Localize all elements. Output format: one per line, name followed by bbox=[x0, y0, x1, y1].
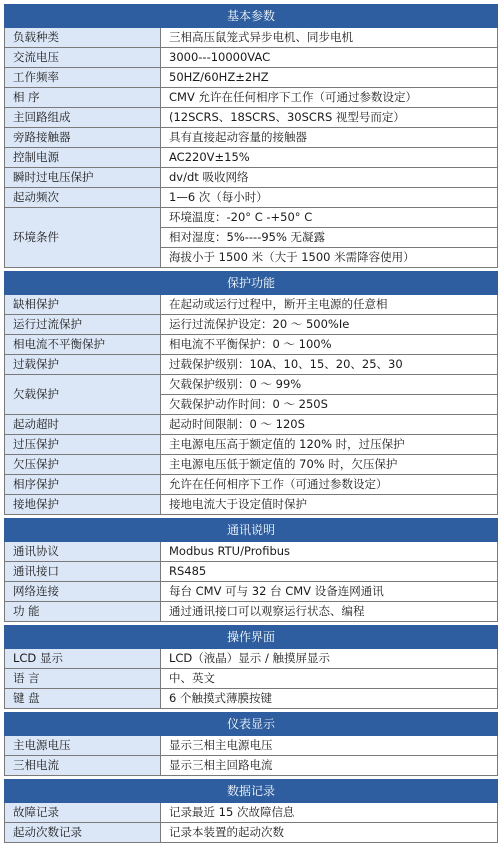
section-header-operation bbox=[5, 626, 498, 649]
spec-label: 负载种类 bbox=[5, 28, 161, 48]
spec-value: 海拔小于 1500 米（大于 1500 米需降容使用） bbox=[161, 248, 498, 268]
spec-label: 键 盘 bbox=[5, 689, 161, 709]
spec-row bbox=[5, 649, 498, 669]
spec-value: 3000---10000VAC bbox=[161, 48, 498, 68]
section-header-basic-params bbox=[5, 5, 498, 28]
spec-value: 过载保护级别：10A、10、15、20、25、30 bbox=[161, 355, 498, 375]
spec-value: 记录最近 15 次故障信息 bbox=[161, 803, 498, 823]
spec-row bbox=[5, 375, 498, 395]
spec-value: 相对湿度：5%----95% 无凝露 bbox=[161, 228, 498, 248]
spec-label: 过压保护 bbox=[5, 435, 161, 455]
spec-label: 功 能 bbox=[5, 602, 161, 622]
spec-value: Modbus RTU/Profibus bbox=[161, 542, 498, 562]
spec-label: 缺相保护 bbox=[5, 295, 161, 315]
spec-label: 运行过流保护 bbox=[5, 315, 161, 335]
spec-value: 允许在任何相序下工作（可通过参数设定） bbox=[161, 475, 498, 495]
section-title: 保护功能 bbox=[227, 275, 276, 290]
spec-label: 起动超时 bbox=[5, 415, 161, 435]
spec-label: 接地保护 bbox=[5, 495, 161, 515]
spec-value: 记录本装置的起动次数 bbox=[161, 823, 498, 843]
spec-label: 旁路接触器 bbox=[5, 128, 161, 148]
section-title: 操作界面 bbox=[227, 629, 276, 644]
spec-label: 过载保护 bbox=[5, 355, 161, 375]
spec-row bbox=[5, 355, 498, 375]
spec-value: 三相高压鼠笼式异步电机、同步电机 bbox=[161, 28, 498, 48]
spec-value: 50HZ/60HZ±2HZ bbox=[161, 68, 498, 88]
spec-row bbox=[5, 455, 498, 475]
spec-row bbox=[5, 475, 498, 495]
spec-value: (12SCRS、18SCRS、30SCRS 视型号而定） bbox=[161, 108, 498, 128]
spec-label: 通讯协议 bbox=[5, 542, 161, 562]
section-header-instrument bbox=[5, 713, 498, 736]
spec-row bbox=[5, 562, 498, 582]
spec-row bbox=[5, 128, 498, 148]
spec-label: 工作频率 bbox=[5, 68, 161, 88]
section-title: 仪表显示 bbox=[227, 716, 276, 731]
spec-row bbox=[5, 335, 498, 355]
spec-row bbox=[5, 803, 498, 823]
section-title: 通讯说明 bbox=[227, 522, 276, 537]
spec-label: 故障记录 bbox=[5, 803, 161, 823]
spec-label: 相 序 bbox=[5, 88, 161, 108]
spec-row bbox=[5, 68, 498, 88]
section-header-protection bbox=[5, 272, 498, 295]
spec-row bbox=[5, 415, 498, 435]
spec-label: 相序保护 bbox=[5, 475, 161, 495]
spec-value: 通过通讯接口可以观察运行状态、编程 bbox=[161, 602, 498, 622]
spec-row bbox=[5, 823, 498, 843]
spec-label: LCD 显示 bbox=[5, 649, 161, 669]
spec-label: 相电流不平衡保护 bbox=[5, 335, 161, 355]
spec-label: 交流电压 bbox=[5, 48, 161, 68]
spec-value: RS485 bbox=[161, 562, 498, 582]
spec-row bbox=[5, 48, 498, 68]
spec-value: 起动时间限制：0 ～ 120S bbox=[161, 415, 498, 435]
spec-value: 环境温度：-20° C -+50° C bbox=[161, 208, 498, 228]
spec-label: 主回路组成 bbox=[5, 108, 161, 128]
spec-value: 中、英文 bbox=[161, 669, 498, 689]
spec-label: 三相电流 bbox=[5, 756, 161, 776]
spec-value: 主电源电压高于额定值的 120% 时，过压保护 bbox=[161, 435, 498, 455]
spec-value: AC220V±15% bbox=[161, 148, 498, 168]
spec-row bbox=[5, 88, 498, 108]
spec-label: 通讯接口 bbox=[5, 562, 161, 582]
spec-value: 显示三相主电源电压 bbox=[161, 736, 498, 756]
section-title: 基本参数 bbox=[227, 8, 276, 23]
spec-row bbox=[5, 582, 498, 602]
section-header-data-record bbox=[5, 780, 498, 803]
spec-value: 欠载保护级别：0 ～ 99% bbox=[161, 375, 498, 395]
spec-value: 在起动或运行过程中，断开主电源的任意相 bbox=[161, 295, 498, 315]
spec-value: 具有直接起动容量的接触器 bbox=[161, 128, 498, 148]
spec-row bbox=[5, 669, 498, 689]
spec-label: 起动次数记录 bbox=[5, 823, 161, 843]
spec-value: dv/dt 吸收网络 bbox=[161, 168, 498, 188]
spec-label: 起动频次 bbox=[5, 188, 161, 208]
spec-label: 瞬时过电压保护 bbox=[5, 168, 161, 188]
spec-row bbox=[5, 315, 498, 335]
spec-table bbox=[4, 4, 498, 843]
spec-row bbox=[5, 542, 498, 562]
spec-label: 主电源电压 bbox=[5, 736, 161, 756]
spec-row bbox=[5, 208, 498, 228]
spec-sheet bbox=[4, 4, 497, 843]
spec-value: 每台 CMV 可与 32 台 CMV 设备连网通讯 bbox=[161, 582, 498, 602]
spec-label: 网络连接 bbox=[5, 582, 161, 602]
spec-value: 显示三相主回路电流 bbox=[161, 756, 498, 776]
spec-row bbox=[5, 602, 498, 622]
spec-row bbox=[5, 295, 498, 315]
spec-row bbox=[5, 736, 498, 756]
spec-value: 运行过流保护设定：20 ～ 500%Ie bbox=[161, 315, 498, 335]
spec-value: 欠载保护动作时间：0 ～ 250S bbox=[161, 395, 498, 415]
spec-label: 控制电源 bbox=[5, 148, 161, 168]
spec-label: 语 言 bbox=[5, 669, 161, 689]
spec-row bbox=[5, 148, 498, 168]
spec-row bbox=[5, 168, 498, 188]
section-title: 数据记录 bbox=[227, 783, 276, 798]
spec-label: 环境条件 bbox=[5, 208, 161, 268]
spec-value: 相电流不平衡保护：0 ～ 100% bbox=[161, 335, 498, 355]
spec-value: 主电源电压低于额定值的 70% 时，欠压保护 bbox=[161, 455, 498, 475]
spec-row bbox=[5, 28, 498, 48]
spec-row bbox=[5, 689, 498, 709]
spec-row bbox=[5, 756, 498, 776]
spec-row bbox=[5, 108, 498, 128]
spec-value: 6 个触摸式薄膜按键 bbox=[161, 689, 498, 709]
spec-value: 接地电流大于设定值时保护 bbox=[161, 495, 498, 515]
spec-row bbox=[5, 188, 498, 208]
spec-row bbox=[5, 495, 498, 515]
section-header-communication bbox=[5, 519, 498, 542]
spec-value: CMV 允许在任何相序下工作（可通过参数设定） bbox=[161, 88, 498, 108]
spec-row bbox=[5, 435, 498, 455]
spec-label: 欠压保护 bbox=[5, 455, 161, 475]
spec-value: LCD（液晶）显示 / 触摸屏显示 bbox=[161, 649, 498, 669]
spec-value: 1—6 次（每小时） bbox=[161, 188, 498, 208]
spec-label: 欠载保护 bbox=[5, 375, 161, 415]
